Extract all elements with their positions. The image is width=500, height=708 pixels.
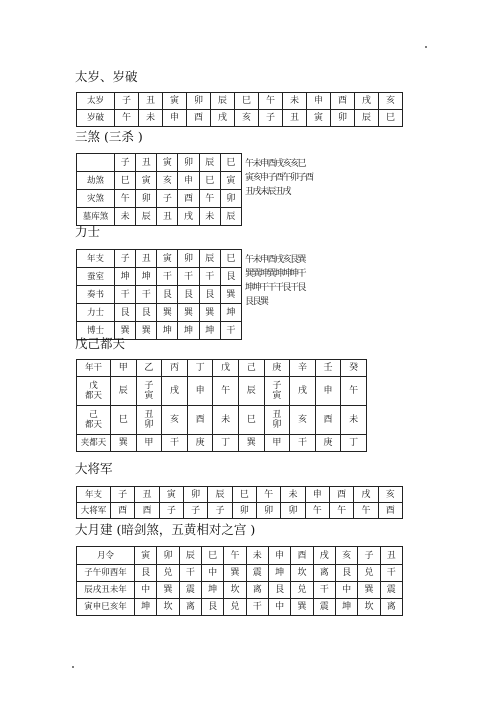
table-cell: 未: [246, 547, 268, 565]
table-cell: 辰: [199, 154, 220, 172]
table-row: [77, 582, 403, 599]
table-cell: 坤: [157, 322, 178, 340]
table-row: [77, 172, 242, 190]
table-cell: 乙: [136, 360, 162, 377]
table-cell: 干: [136, 286, 157, 304]
row-label: 灾煞: [77, 190, 115, 208]
row-label: 子午卯酉年: [77, 565, 135, 582]
table-row: [77, 435, 367, 452]
table-cell: 坤: [199, 322, 220, 340]
table-cell: 酉: [315, 406, 341, 435]
table-cell: 卯: [178, 250, 199, 268]
table-cell: 丑: [135, 487, 159, 503]
table-cell: 辛: [290, 360, 316, 377]
table-cell: 巳: [201, 547, 223, 565]
table-cell: 干: [162, 435, 188, 452]
table-cell: 巽: [136, 322, 157, 340]
table-cell: 巳: [199, 172, 220, 190]
row-label: 劫煞: [77, 172, 115, 190]
table-cell: 亥: [290, 406, 316, 435]
table-cell: 酉: [187, 110, 211, 127]
table-cell: 巽: [111, 435, 137, 452]
table-cell: 干: [290, 435, 316, 452]
table-cell: 午: [305, 503, 329, 519]
table-cell: 酉: [331, 93, 355, 110]
table-cell: 未: [115, 208, 136, 226]
table-cell: 寅: [135, 547, 157, 565]
table-cell: 辰: [179, 547, 201, 565]
table-row: [77, 487, 403, 503]
table-cell: 巽: [238, 435, 264, 452]
table-cell: 子: [183, 503, 207, 519]
table-cell: 干: [199, 268, 220, 286]
table-cell: 巳: [235, 93, 259, 110]
table-cell: 壬: [315, 360, 341, 377]
table-cell: 戌: [290, 377, 316, 406]
table-cell: 卯: [331, 110, 355, 127]
table-cell: 辰: [220, 208, 241, 226]
table-cell: 卯: [232, 503, 256, 519]
table-cell: 坤: [268, 565, 290, 582]
table-cell: 午: [259, 93, 283, 110]
section-table: [76, 546, 403, 616]
row-label: 大将军: [77, 503, 111, 519]
table-cell: 丑: [157, 208, 178, 226]
table-cell: 干: [178, 268, 199, 286]
row-label: 年干: [77, 360, 111, 377]
table-row: [77, 110, 403, 127]
table-cell: 子: [111, 487, 135, 503]
table-row: [77, 377, 367, 406]
table-cell: 巳: [111, 406, 137, 435]
table-row: [77, 250, 242, 268]
table-cell: 己: [238, 360, 264, 377]
row-label: 夹都天: [77, 435, 111, 452]
row-label: 奏书: [77, 286, 115, 304]
table-cell: 巳: [379, 110, 403, 127]
table-row: [77, 304, 242, 322]
table-cell: 离: [179, 599, 201, 616]
section-table: [76, 153, 242, 226]
overflow-text-line: 艮艮巽: [245, 297, 268, 307]
table-cell: 巽: [224, 565, 246, 582]
table-cell: 酉: [111, 503, 135, 519]
table-cell: 卯: [256, 503, 280, 519]
table-row: [77, 599, 403, 616]
table-cell: 丑 卯: [136, 406, 162, 435]
table-cell: 亥: [162, 406, 188, 435]
table-cell: 坤: [136, 268, 157, 286]
table-row: [77, 547, 403, 565]
table-cell: 震: [380, 582, 402, 599]
section-title: 三煞 (三杀 ): [75, 129, 143, 144]
table-cell: 酉: [329, 487, 353, 503]
table-cell: 丙: [162, 360, 188, 377]
table-cell: 干: [313, 582, 335, 599]
table-cell: 子: [208, 503, 232, 519]
row-label: 蚕室: [77, 268, 115, 286]
table-cell: 午: [199, 190, 220, 208]
row-label: 年支: [77, 250, 115, 268]
row-label: 辰戌丑未年: [77, 582, 135, 599]
table-cell: 丑: [136, 154, 157, 172]
table-row: [77, 360, 367, 377]
table-cell: 戊: [213, 360, 239, 377]
row-label: 年支: [77, 487, 111, 503]
table-cell: 丁: [213, 435, 239, 452]
table-cell: 兑: [291, 582, 313, 599]
table-cell: 巽: [157, 304, 178, 322]
overflow-text-line: 寅亥申子酉午卯子酉: [245, 173, 313, 183]
table-cell: 中: [335, 582, 357, 599]
table-cell: 午: [341, 377, 367, 406]
table-cell: 离: [313, 565, 335, 582]
table-cell: 卯: [183, 487, 207, 503]
table-cell: 未: [199, 208, 220, 226]
table-cell: 坤: [115, 268, 136, 286]
table-cell: 申: [187, 377, 213, 406]
section-title: 力士: [75, 224, 101, 239]
table-cell: 子: [115, 93, 139, 110]
table-cell: 寅: [220, 172, 241, 190]
table-cell: 癸: [341, 360, 367, 377]
overflow-text-line: 丑戌未辰丑戌: [245, 187, 291, 197]
table-cell: 午: [224, 547, 246, 565]
table-cell: 未: [341, 406, 367, 435]
table-cell: 酉: [378, 503, 402, 519]
table-cell: 亥: [379, 93, 403, 110]
table-cell: 巽: [199, 304, 220, 322]
table-cell: 巳: [220, 154, 241, 172]
table-cell: 未: [139, 110, 163, 127]
table-cell: 坤: [335, 599, 357, 616]
row-label: 岁破: [77, 110, 115, 127]
overflow-text-line: 午未申酉戌亥艮巽: [245, 255, 306, 265]
table-cell: 庚: [187, 435, 213, 452]
table-cell: 未: [213, 406, 239, 435]
row-label: 力士: [77, 304, 115, 322]
table-cell: 艮: [199, 286, 220, 304]
section-table: [76, 92, 403, 127]
table-cell: 巽: [358, 582, 380, 599]
table-cell: 卯: [136, 190, 157, 208]
page-mark-dot: [72, 666, 74, 668]
table-row: [77, 190, 242, 208]
table-cell: 干: [115, 286, 136, 304]
table-cell: 干: [220, 322, 241, 340]
table-cell: 震: [179, 582, 201, 599]
table-cell: 庚: [264, 360, 290, 377]
section-title: 戊己都天: [75, 336, 126, 351]
table-cell: 寅: [307, 110, 331, 127]
table-cell: 兑: [224, 599, 246, 616]
table-cell: 戌: [313, 547, 335, 565]
table-cell: 亥: [235, 110, 259, 127]
table-cell: 坎: [291, 565, 313, 582]
table-cell: 震: [313, 599, 335, 616]
table-cell: 离: [380, 599, 402, 616]
table-row: [77, 286, 242, 304]
table-cell: 艮: [268, 582, 290, 599]
table-cell: 午: [115, 110, 139, 127]
section-table: [76, 486, 403, 519]
table-cell: 坤: [135, 599, 157, 616]
table-cell: 亥: [157, 172, 178, 190]
table-cell: 子: [115, 154, 136, 172]
table-cell: 未: [281, 487, 305, 503]
table-cell: 坤: [201, 582, 223, 599]
overflow-text-line: 巽巽坤巽坤坤坤干: [245, 269, 306, 279]
table-cell: 中: [201, 565, 223, 582]
table-cell: 辰: [238, 377, 264, 406]
table-row: [77, 503, 403, 519]
table-cell: 亥: [378, 487, 402, 503]
table-cell: 辰: [211, 93, 235, 110]
table-cell: 寅: [136, 172, 157, 190]
table-cell: 丁: [187, 360, 213, 377]
table-cell: 申: [163, 110, 187, 127]
table-cell: 戌: [211, 110, 235, 127]
table-cell: 寅: [157, 250, 178, 268]
table-cell: 兑: [358, 565, 380, 582]
table-cell: 坎: [157, 599, 179, 616]
table-cell: 丑: [136, 250, 157, 268]
table-cell: 子: [159, 503, 183, 519]
table-cell: 艮: [220, 268, 241, 286]
table-cell: 辰: [355, 110, 379, 127]
table-cell: 巽: [220, 286, 241, 304]
table-row: [77, 154, 242, 172]
table-cell: 兑: [157, 565, 179, 582]
table-row: [77, 208, 242, 226]
table-cell: 巽: [291, 599, 313, 616]
table-cell: 庚: [315, 435, 341, 452]
table-cell: 艮: [201, 599, 223, 616]
table-cell: 巽: [115, 322, 136, 340]
table-cell: 午: [256, 487, 280, 503]
table-cell: 中: [135, 582, 157, 599]
table-cell: 子: [157, 190, 178, 208]
table-cell: 中: [268, 599, 290, 616]
table-cell: 巽: [157, 582, 179, 599]
table-cell: 巳: [115, 172, 136, 190]
table-cell: 甲: [111, 360, 137, 377]
table-cell: 申: [268, 547, 290, 565]
table-cell: 坤: [178, 322, 199, 340]
table-cell: 辰: [136, 208, 157, 226]
table-cell: 丑: [380, 547, 402, 565]
table-cell: 子 寅: [136, 377, 162, 406]
table-cell: 艮: [135, 565, 157, 582]
table-cell: 子 寅: [264, 377, 290, 406]
table-cell: 酉: [291, 547, 313, 565]
section-table: [76, 249, 242, 340]
table-row: [77, 406, 367, 435]
row-label: 戊 都天: [77, 377, 111, 406]
table-cell: 子: [259, 110, 283, 127]
table-cell: 子: [115, 250, 136, 268]
table-cell: 申: [307, 93, 331, 110]
table-cell: 未: [283, 93, 307, 110]
table-cell: 干: [246, 599, 268, 616]
table-cell: 卯: [157, 547, 179, 565]
section-title: 大将军: [75, 461, 113, 476]
table-row: [77, 268, 242, 286]
section-title: 大月建 (暗剑煞，五黄相对之宫 ): [75, 522, 256, 537]
table-cell: 酉: [187, 406, 213, 435]
table-cell: 寅: [163, 93, 187, 110]
table-cell: 丑: [139, 93, 163, 110]
table-cell: 坎: [358, 599, 380, 616]
table-cell: 子: [358, 547, 380, 565]
table-cell: 离: [246, 582, 268, 599]
row-label: [77, 154, 115, 172]
table-cell: 艮: [178, 286, 199, 304]
row-label: 墓库煞: [77, 208, 115, 226]
table-cell: 寅: [159, 487, 183, 503]
row-label: 博士: [77, 322, 115, 340]
table-cell: 艮: [335, 565, 357, 582]
page-mark-dot: [425, 46, 427, 48]
row-label: 寅申巳亥年: [77, 599, 135, 616]
table-cell: 卯: [178, 154, 199, 172]
table-cell: 申: [178, 172, 199, 190]
table-cell: 甲: [264, 435, 290, 452]
row-label: 月令: [77, 547, 135, 565]
table-cell: 申: [305, 487, 329, 503]
table-cell: 震: [246, 565, 268, 582]
table-cell: 艮: [136, 304, 157, 322]
table-cell: 午: [213, 377, 239, 406]
table-cell: 卯: [220, 190, 241, 208]
table-cell: 午: [115, 190, 136, 208]
table-cell: 寅: [157, 154, 178, 172]
overflow-text-line: 坤坤干干干艮干艮: [245, 283, 306, 293]
table-cell: 酉: [178, 190, 199, 208]
table-cell: 辰: [208, 487, 232, 503]
table-cell: 申: [315, 377, 341, 406]
table-cell: 坎: [224, 582, 246, 599]
table-row: [77, 565, 403, 582]
table-cell: 午: [354, 503, 378, 519]
table-cell: 丑: [283, 110, 307, 127]
table-cell: 卯: [281, 503, 305, 519]
row-label: 己 都天: [77, 406, 111, 435]
table-cell: 巽: [178, 304, 199, 322]
table-cell: 戌: [178, 208, 199, 226]
table-cell: 甲: [136, 435, 162, 452]
section-title: 太岁、岁破: [75, 69, 138, 84]
table-cell: 干: [179, 565, 201, 582]
table-cell: 艮: [115, 304, 136, 322]
table-cell: 卯: [187, 93, 211, 110]
table-cell: 亥: [335, 547, 357, 565]
table-cell: 丁: [341, 435, 367, 452]
table-cell: 辰: [111, 377, 137, 406]
table-cell: 戌: [162, 377, 188, 406]
table-cell: 干: [380, 565, 402, 582]
table-cell: 巳: [232, 487, 256, 503]
table-cell: 干: [157, 268, 178, 286]
section-table: [76, 359, 367, 452]
row-label: 太岁: [77, 93, 115, 110]
table-cell: 辰: [199, 250, 220, 268]
table-cell: 艮: [157, 286, 178, 304]
table-cell: 巳: [220, 250, 241, 268]
table-cell: 巳: [238, 406, 264, 435]
table-cell: 丑 卯: [264, 406, 290, 435]
table-cell: 坤: [220, 304, 241, 322]
table-row: [77, 93, 403, 110]
table-cell: 酉: [135, 503, 159, 519]
table-cell: 戌: [355, 93, 379, 110]
overflow-text-line: 午未申酉戌亥亥巳: [245, 159, 306, 169]
table-cell: 午: [329, 503, 353, 519]
table-cell: 戌: [354, 487, 378, 503]
